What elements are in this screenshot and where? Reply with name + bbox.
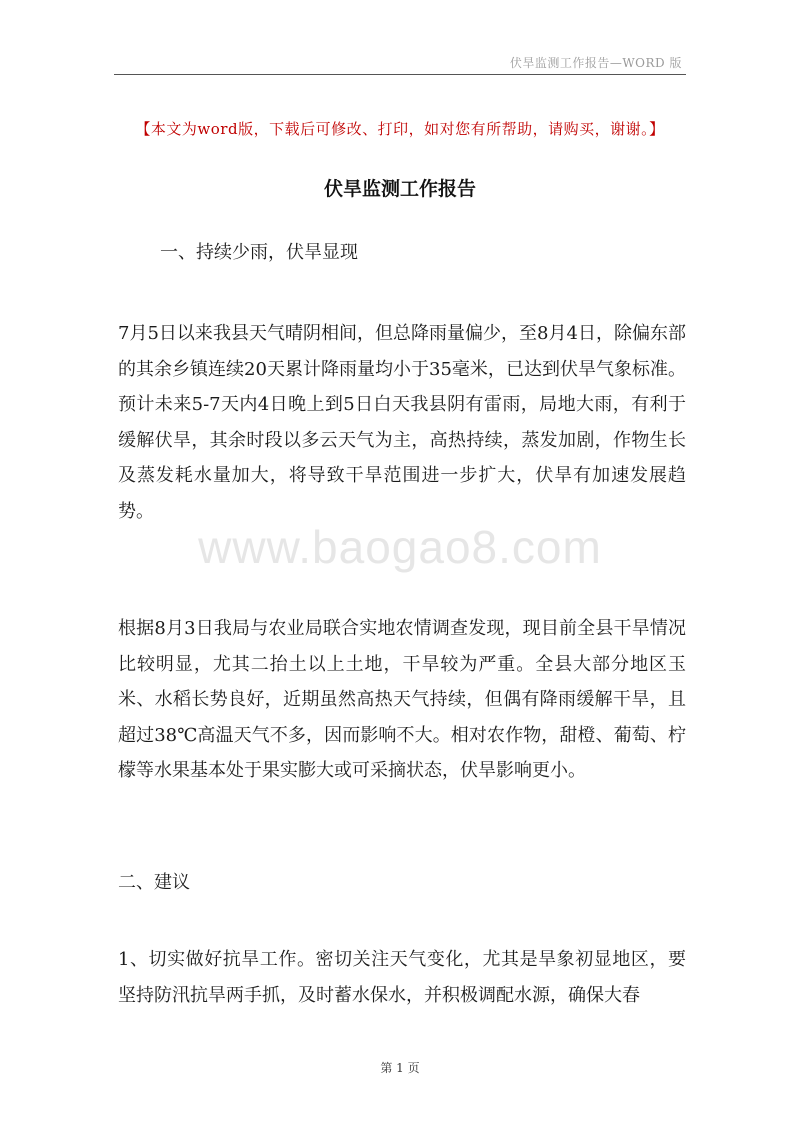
purchase-notice: 【本文为word版，下载后可修改、打印，如对您有所帮助，请购买，谢谢。】 (135, 120, 665, 138)
watermark: www.baogao8.com (198, 521, 602, 573)
section-heading-2: 二、建议 (118, 872, 190, 893)
paragraph-1: 7月5日以来我县天气晴阴相间，但总降雨量偏少，至8月4日，除偏东部的其余乡镇连续20天累计降雨量均小于35毫米，已达到伏旱气象标准。预计未来5-7天内4日晚上到5日白天我县阴有雷雨，局地大雨，有利于缓解伏旱，其余时段以多云天气为主，高热持续，蒸发加剧，作物生长及蒸发耗水量加大，将导致干旱范围进一步扩大，伏旱有加速发展趋势。 (118, 323, 686, 522)
header-text: 伏旱监测工作报告—WORD 版 (509, 56, 682, 70)
paragraph-3: 1、切实做好抗旱工作。密切关注天气变化，尤其是旱象初显地区，要坚持防汛抗旱两手抓，及时蓄水保水，并积极调配水源，确保大春 (118, 949, 686, 1006)
page-number: 第 1 页 (380, 1061, 420, 1075)
section-heading-1: 一、持续少雨，伏旱显现 (160, 242, 358, 263)
page-header (114, 50, 686, 75)
document-title: 伏旱监测工作报告 (323, 178, 476, 200)
paragraph-2: 根据8月3日我局与农业局联合实地农情调查发现，现目前全县干旱情况比较明显，尤其二抬土以上土地，干旱较为严重。全县大部分地区玉米、水稻长势良好，近期虽然高热天气持续，但偶有降雨缓解干旱，且超过38℃高温天气不多，因而影响不大。相对农作物，甜橙、葡萄、柠檬等水果基本处于果实膨大或可采摘状态，伏旱影响更小。 (118, 618, 686, 781)
